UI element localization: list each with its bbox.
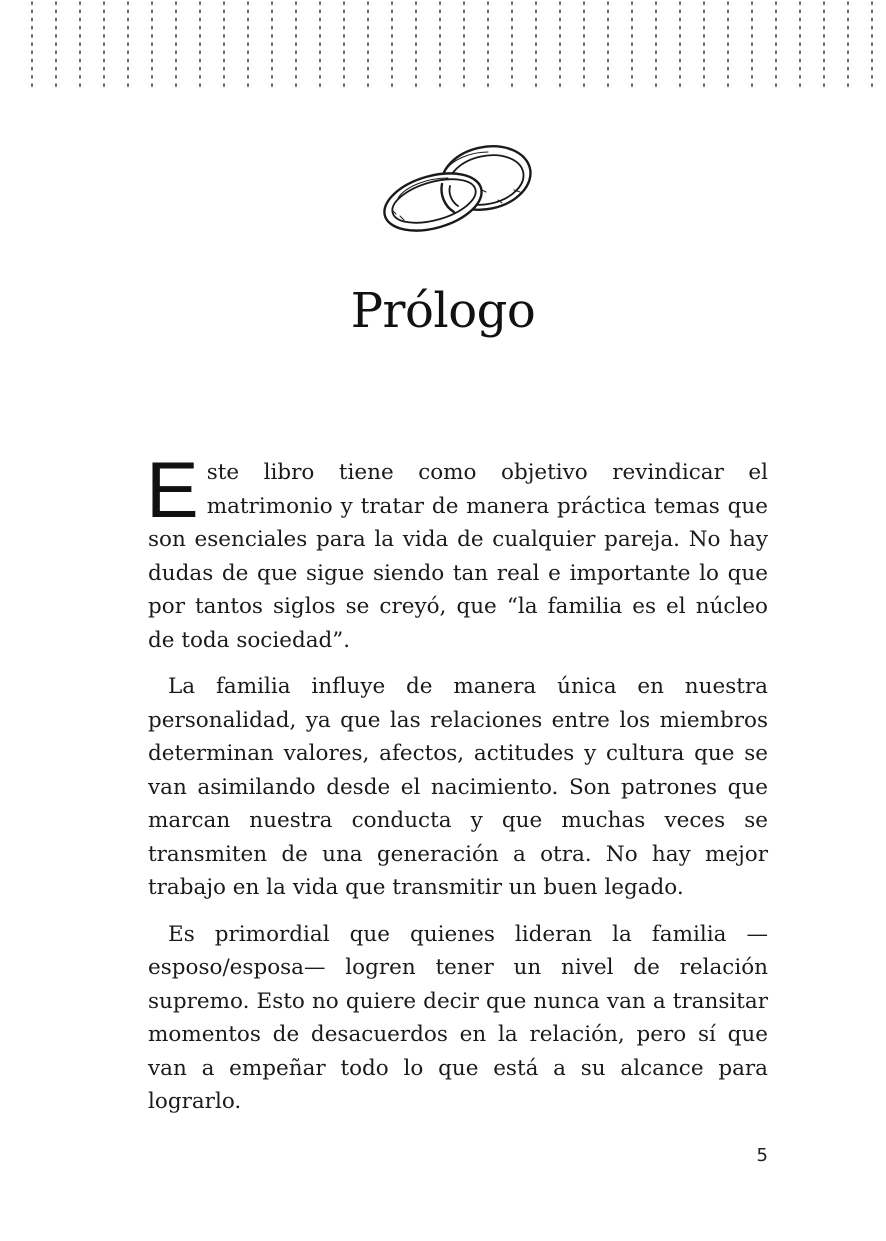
drop-cap: E <box>146 445 199 534</box>
wedding-rings-icon <box>378 140 538 235</box>
paragraph-2: La familia influye de manera única en nuestra personalidad, ya que las relaciones entre los miembros determinan valores, afectos, actitudes y cultura que se van asimilando desde el nacimiento. Son patrones que marcan nuestra conducta y que muchas veces se transmiten de una generación a otra. No hay mejor trabajo en la vida que transmitir un buen legado. <box>148 674 768 900</box>
paragraph-3: Es primordial que quienes lideran la familia —esposo/esposa— logren tener un nivel de relación supremo. Esto no quiere decir que nunca van a transitar momentos de desacuerdos en la relación, pero sí que van a empeñar todo lo que está a su alcance para lograrlo. <box>148 921 768 1114</box>
paragraph-1 <box>146 445 768 657</box>
chapter-title: Prólogo <box>350 283 536 339</box>
body-text <box>146 445 768 1132</box>
page-number: 5 <box>756 1145 768 1166</box>
dotted-border-decoration <box>0 0 886 92</box>
paragraph-1-text: ste libro tiene como objetivo revindicar el matrimonio y tratar de manera práctica temas que son esenciales para la vida de cualquier pareja. No hay dudas de que sigue siendo tan real e importante lo que por tantos siglos se creyó, que “la familia es el núcleo de toda sociedad”. <box>148 460 768 653</box>
